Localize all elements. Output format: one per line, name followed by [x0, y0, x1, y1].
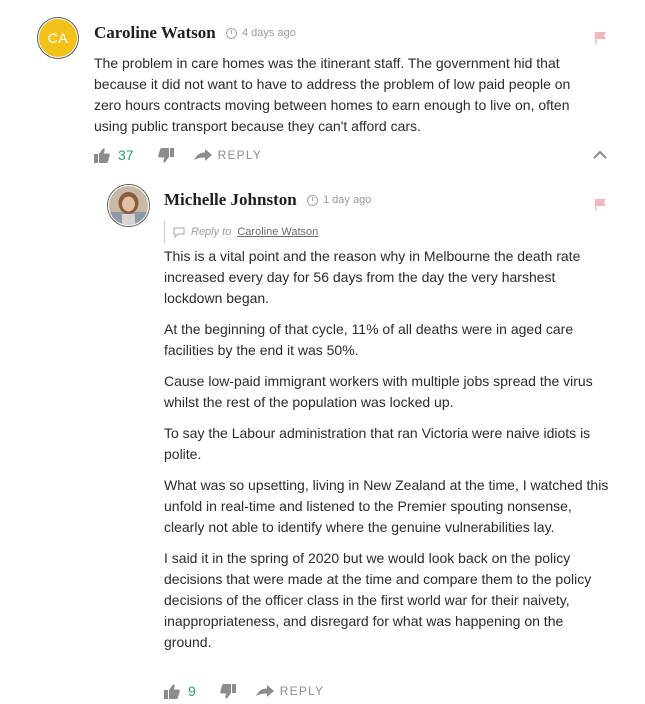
reply-paragraph: Cause low-paid immigrant workers with multiple jobs spread the virus whilst the rest of the population was locked up.: [164, 373, 593, 410]
thumbs-down-icon[interactable]: [158, 148, 174, 163]
avatar-photo: [109, 186, 148, 225]
avatar[interactable]: [108, 185, 149, 226]
clock-icon: [226, 28, 237, 39]
flag-icon[interactable]: [594, 31, 608, 45]
reply-paragraph: This is a vital point and the reason why in Melbourne the death rate increased every day for 56 days from the day the very harshest lockdown began.: [164, 248, 581, 306]
reply-paragraph: To say the Labour administration that ran Victoria were naive idiots is polite.: [164, 425, 591, 462]
reply-arrow-icon[interactable]: [194, 149, 212, 162]
flag-icon[interactable]: [594, 198, 608, 212]
reply-body: [164, 246, 614, 663]
like-count: 37: [118, 147, 134, 163]
comment-actions: [94, 147, 262, 163]
clock-icon: [307, 195, 318, 206]
avatar[interactable]: CA: [38, 18, 78, 58]
reply-author[interactable]: Michelle Johnston: [164, 190, 297, 209]
chevron-up-icon[interactable]: [593, 150, 607, 160]
like-count: 9: [188, 683, 196, 699]
comment-author[interactable]: Caroline Watson: [94, 23, 216, 42]
thumbs-down-icon[interactable]: [220, 684, 236, 699]
reply-paragraph: At the beginning of that cycle, 11% of all deaths were in aged care facilities by the end it was 50%.: [164, 321, 574, 358]
reply-paragraph: What was so upsetting, living in New Zealand at the time, I watched this unfold in real-time and listened to the Premier spouting nonsense, clearly not able to identify where the genuine vulnerabilities lay.: [164, 477, 609, 535]
reply-to-link[interactable]: Caroline Watson: [237, 226, 319, 238]
reply-time-text: 1 day ago: [323, 194, 372, 206]
thumbs-up-icon[interactable]: [94, 148, 110, 163]
reply-to: [164, 221, 318, 243]
reply-to-label: Reply to: [191, 226, 232, 238]
reply-button[interactable]: REPLY: [279, 684, 325, 698]
thumbs-up-icon[interactable]: [164, 684, 180, 699]
comment-time-text: 4 days ago: [242, 27, 296, 39]
speech-bubble-icon: [173, 227, 185, 238]
comment-timestamp: [226, 27, 296, 39]
reply-timestamp: [307, 194, 371, 206]
reply-arrow-icon[interactable]: [256, 685, 274, 698]
reply-paragraph: I said it in the spring of 2020 but we would look back on the policy decisions that were made at the time and compare them to the policy decisions of the officer class in the first world war for their naivety, inappropriateness, and disregard for what was happening on the ground.: [164, 550, 592, 650]
reply-button[interactable]: REPLY: [217, 148, 263, 162]
reply-actions: [164, 683, 324, 699]
comment-body: The problem in care homes was the itinerant staff. The government hid that because it did not want to have to address the problem of low paid people on zero hours contracts moving between homes to earn enough to live on, often using public transport because they can't afford cars.: [94, 55, 571, 134]
